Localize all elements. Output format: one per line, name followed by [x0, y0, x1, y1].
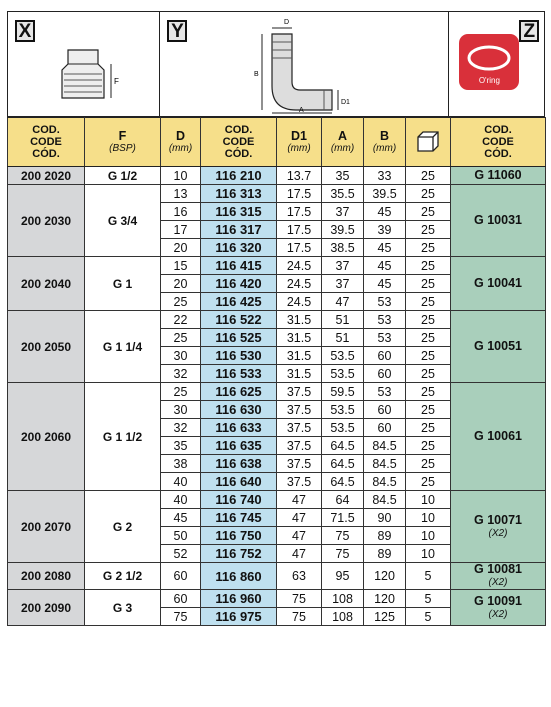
d1-cell: 31.5 — [277, 329, 322, 347]
d1-cell: 24.5 — [277, 275, 322, 293]
item-code-cell: 116 425 — [201, 293, 277, 311]
d-cell: 30 — [161, 401, 201, 419]
z-letter-box: Z — [519, 20, 539, 42]
oring-code-cell — [451, 383, 546, 491]
cod3-header: COD. CODE CÓD. — [451, 118, 546, 167]
b-cell: 89 — [364, 527, 406, 545]
box-qty-cell: 10 — [406, 509, 451, 527]
d1-cell: 47 — [277, 545, 322, 563]
oring-badge — [459, 34, 519, 90]
item-code-cell: 116 740 — [201, 491, 277, 509]
d1-cell: 37.5 — [277, 455, 322, 473]
item-code-cell: 116 315 — [201, 203, 277, 221]
b-cell: 45 — [364, 239, 406, 257]
oring-code-cell — [451, 185, 546, 257]
a-cell: 39.5 — [322, 221, 364, 239]
table-row — [8, 167, 546, 185]
d-cell: 13 — [161, 185, 201, 203]
d-cell: 25 — [161, 293, 201, 311]
a-cell: 75 — [322, 545, 364, 563]
box-qty-cell: 25 — [406, 275, 451, 293]
d-cell: 15 — [161, 257, 201, 275]
f-header: F (BSP) — [85, 118, 161, 167]
oring-quantity-note: (X2) — [488, 527, 508, 539]
oring-code: G 10071 — [474, 512, 522, 527]
d-cell: 10 — [161, 167, 201, 185]
d-cell: 25 — [161, 329, 201, 347]
thread-size-cell: G 1 1/2 — [85, 383, 161, 491]
b-cell: 45 — [364, 203, 406, 221]
oring-label: O'ring — [478, 76, 500, 85]
d1-cell: 75 — [277, 608, 322, 626]
item-code-cell: 116 630 — [201, 401, 277, 419]
a-cell: 108 — [322, 590, 364, 608]
a-cell: 53.5 — [322, 419, 364, 437]
a-cell: 51 — [322, 311, 364, 329]
d1-cell: 47 — [277, 509, 322, 527]
d-cell: 30 — [161, 347, 201, 365]
oring-code: G 10041 — [474, 276, 522, 290]
a-cell: 64.5 — [322, 455, 364, 473]
b-cell: 84.5 — [364, 437, 406, 455]
group-code-cell: 200 2060 — [8, 383, 85, 491]
d1-cell: 47 — [277, 527, 322, 545]
box-qty-cell: 25 — [406, 455, 451, 473]
a-cell: 64.5 — [322, 473, 364, 491]
a-cell: 108 — [322, 608, 364, 626]
d1-dimension-label: D1 — [341, 99, 351, 106]
b-cell: 90 — [364, 509, 406, 527]
b-cell: 45 — [364, 275, 406, 293]
d1-cell: 13.7 — [277, 167, 322, 185]
table-row — [8, 185, 546, 203]
oring-code: G 10031 — [474, 213, 522, 227]
d1-cell: 24.5 — [277, 257, 322, 275]
a-cell: 71.5 — [322, 509, 364, 527]
b-cell: 53 — [364, 293, 406, 311]
d-dimension-label: D — [284, 19, 290, 26]
d1-cell: 75 — [277, 590, 322, 608]
b-cell: 84.5 — [364, 473, 406, 491]
d1-cell: 17.5 — [277, 203, 322, 221]
d-cell: 60 — [161, 590, 201, 608]
item-code-cell: 116 633 — [201, 419, 277, 437]
box-qty-cell: 25 — [406, 347, 451, 365]
elbow-drawing-icon — [160, 12, 448, 116]
d-cell: 20 — [161, 239, 201, 257]
a-cell: 35 — [322, 167, 364, 185]
thread-size-cell: G 1 1/4 — [85, 311, 161, 383]
item-code-cell: 116 638 — [201, 455, 277, 473]
box-qty-cell: 25 — [406, 203, 451, 221]
b-cell: 60 — [364, 347, 406, 365]
b-cell: 84.5 — [364, 491, 406, 509]
group-code-cell: 200 2080 — [8, 563, 85, 590]
oring-code-cell — [451, 257, 546, 311]
d-cell: 40 — [161, 473, 201, 491]
d-cell: 45 — [161, 509, 201, 527]
b-dimension-label: B — [254, 71, 260, 78]
illustration-row — [7, 11, 545, 117]
item-code-cell: 116 625 — [201, 383, 277, 401]
a-cell: 53.5 — [322, 347, 364, 365]
b-cell: 60 — [364, 365, 406, 383]
d-cell: 60 — [161, 563, 201, 590]
a-cell: 38.5 — [322, 239, 364, 257]
product-sheet — [7, 11, 545, 695]
b-cell: 60 — [364, 419, 406, 437]
table-row — [8, 311, 546, 329]
item-code-cell: 116 317 — [201, 221, 277, 239]
nut-drawing-icon — [8, 12, 158, 116]
a-dimension-label: A — [299, 107, 305, 114]
b-cell: 53 — [364, 383, 406, 401]
box-qty-cell: 25 — [406, 419, 451, 437]
b-cell: 33 — [364, 167, 406, 185]
item-code-cell: 116 750 — [201, 527, 277, 545]
d1-cell: 17.5 — [277, 185, 322, 203]
box-quantity-header — [406, 118, 451, 167]
d-cell: 40 — [161, 491, 201, 509]
d1-cell: 31.5 — [277, 311, 322, 329]
a-cell: 53.5 — [322, 401, 364, 419]
d1-cell: 17.5 — [277, 221, 322, 239]
cod2-header: COD. CODE CÓD. — [201, 118, 277, 167]
box-qty-cell: 10 — [406, 527, 451, 545]
item-code-cell: 116 960 — [201, 590, 277, 608]
box-qty-cell: 25 — [406, 401, 451, 419]
d-cell: 32 — [161, 419, 201, 437]
d1-cell: 24.5 — [277, 293, 322, 311]
d1-cell: 37.5 — [277, 419, 322, 437]
d-cell: 22 — [161, 311, 201, 329]
box-qty-cell: 5 — [406, 590, 451, 608]
table-body — [8, 167, 546, 626]
thread-size-cell: G 2 1/2 — [85, 563, 161, 590]
item-code-cell: 116 522 — [201, 311, 277, 329]
z-illustration-cell — [449, 12, 544, 116]
table-row — [8, 590, 546, 608]
y-illustration-cell — [160, 12, 449, 116]
box-qty-cell: 25 — [406, 365, 451, 383]
item-code-cell: 116 313 — [201, 185, 277, 203]
box-qty-cell: 10 — [406, 545, 451, 563]
b-cell: 84.5 — [364, 455, 406, 473]
oring-code: G 10081 — [474, 562, 522, 576]
b-cell: 53 — [364, 329, 406, 347]
box-qty-cell: 25 — [406, 311, 451, 329]
b-cell: 39 — [364, 221, 406, 239]
item-code-cell: 116 525 — [201, 329, 277, 347]
b-cell: 120 — [364, 590, 406, 608]
thread-size-cell: G 1/2 — [85, 167, 161, 185]
d1-cell: 37.5 — [277, 473, 322, 491]
item-code-cell: 116 752 — [201, 545, 277, 563]
box-qty-cell: 25 — [406, 257, 451, 275]
a-cell: 75 — [322, 527, 364, 545]
item-code-cell: 116 533 — [201, 365, 277, 383]
group-code-cell: 200 2070 — [8, 491, 85, 563]
oring-code-cell — [451, 491, 546, 563]
group-code-cell: 200 2090 — [8, 590, 85, 626]
oring-code-cell — [451, 311, 546, 383]
box-qty-cell: 5 — [406, 608, 451, 626]
box-qty-cell: 25 — [406, 473, 451, 491]
table-row — [8, 491, 546, 509]
box-qty-cell: 25 — [406, 239, 451, 257]
d-cell: 25 — [161, 383, 201, 401]
thread-size-cell: G 2 — [85, 491, 161, 563]
item-code-cell: 116 745 — [201, 509, 277, 527]
oring-code: G 11060 — [474, 168, 522, 182]
group-code-cell: 200 2020 — [8, 167, 85, 185]
box-icon — [416, 130, 440, 152]
d-cell: 75 — [161, 608, 201, 626]
item-code-cell: 116 640 — [201, 473, 277, 491]
d-cell: 20 — [161, 275, 201, 293]
b-cell: 53 — [364, 311, 406, 329]
a-cell: 95 — [322, 563, 364, 590]
d-cell: 16 — [161, 203, 201, 221]
item-code-cell: 116 420 — [201, 275, 277, 293]
b-cell: 39.5 — [364, 185, 406, 203]
table-row — [8, 563, 546, 590]
thread-size-cell: G 3 — [85, 590, 161, 626]
group-code-cell: 200 2030 — [8, 185, 85, 257]
y-letter-box: Y — [167, 20, 187, 42]
d-cell: 17 — [161, 221, 201, 239]
a-header: A (mm) — [322, 118, 364, 167]
table-row — [8, 383, 546, 401]
a-cell: 35.5 — [322, 185, 364, 203]
group-code-cell: 200 2040 — [8, 257, 85, 311]
d1-cell: 47 — [277, 491, 322, 509]
a-cell: 64.5 — [322, 437, 364, 455]
item-code-cell: 116 530 — [201, 347, 277, 365]
x-illustration-cell — [8, 12, 160, 116]
a-cell: 53.5 — [322, 365, 364, 383]
d-cell: 38 — [161, 455, 201, 473]
a-cell: 64 — [322, 491, 364, 509]
a-cell: 47 — [322, 293, 364, 311]
b-header: B (mm) — [364, 118, 406, 167]
f-dimension-label: F — [114, 77, 119, 86]
oring-code: G 10091 — [474, 593, 522, 608]
box-qty-cell: 25 — [406, 383, 451, 401]
x-letter-box: X — [15, 20, 35, 42]
oring-quantity-note: (X2) — [488, 608, 508, 620]
item-code-cell: 116 975 — [201, 608, 277, 626]
d1-cell: 63 — [277, 563, 322, 590]
box-qty-cell: 5 — [406, 563, 451, 590]
thread-size-cell: G 3/4 — [85, 185, 161, 257]
item-code-cell: 116 860 — [201, 563, 277, 590]
box-qty-cell: 25 — [406, 329, 451, 347]
a-cell: 37 — [322, 257, 364, 275]
d1-cell: 17.5 — [277, 239, 322, 257]
table-header-row — [8, 118, 546, 167]
oring-quantity-note: (X2) — [488, 577, 508, 588]
d-cell: 32 — [161, 365, 201, 383]
b-cell: 125 — [364, 608, 406, 626]
oring-code: G 10051 — [474, 339, 522, 353]
d-cell: 50 — [161, 527, 201, 545]
thread-size-cell: G 1 — [85, 257, 161, 311]
a-cell: 59.5 — [322, 383, 364, 401]
box-qty-cell: 25 — [406, 185, 451, 203]
item-code-cell: 116 320 — [201, 239, 277, 257]
group-code-cell: 200 2050 — [8, 311, 85, 383]
d1-cell: 37.5 — [277, 383, 322, 401]
box-qty-cell: 25 — [406, 167, 451, 185]
product-table — [7, 117, 546, 626]
a-cell: 37 — [322, 275, 364, 293]
oring-code-cell — [451, 167, 546, 185]
item-code-cell: 116 210 — [201, 167, 277, 185]
d-cell: 35 — [161, 437, 201, 455]
d1-cell: 37.5 — [277, 437, 322, 455]
b-cell: 120 — [364, 563, 406, 590]
b-cell: 60 — [364, 401, 406, 419]
d1-cell: 31.5 — [277, 347, 322, 365]
d-header: D (mm) — [161, 118, 201, 167]
box-qty-cell: 25 — [406, 293, 451, 311]
d1-header: D1 (mm) — [277, 118, 322, 167]
b-cell: 89 — [364, 545, 406, 563]
item-code-cell: 116 415 — [201, 257, 277, 275]
table-row — [8, 257, 546, 275]
d-cell: 52 — [161, 545, 201, 563]
b-cell: 45 — [364, 257, 406, 275]
oring-code: G 10061 — [474, 429, 522, 443]
box-qty-cell: 25 — [406, 221, 451, 239]
a-cell: 51 — [322, 329, 364, 347]
d1-cell: 37.5 — [277, 401, 322, 419]
a-cell: 37 — [322, 203, 364, 221]
item-code-cell: 116 635 — [201, 437, 277, 455]
oring-code-cell — [451, 590, 546, 626]
box-qty-cell: 25 — [406, 437, 451, 455]
box-qty-cell: 10 — [406, 491, 451, 509]
d1-cell: 31.5 — [277, 365, 322, 383]
cod-header: COD. CODE CÓD. — [8, 118, 85, 167]
oring-code-cell — [451, 563, 546, 590]
